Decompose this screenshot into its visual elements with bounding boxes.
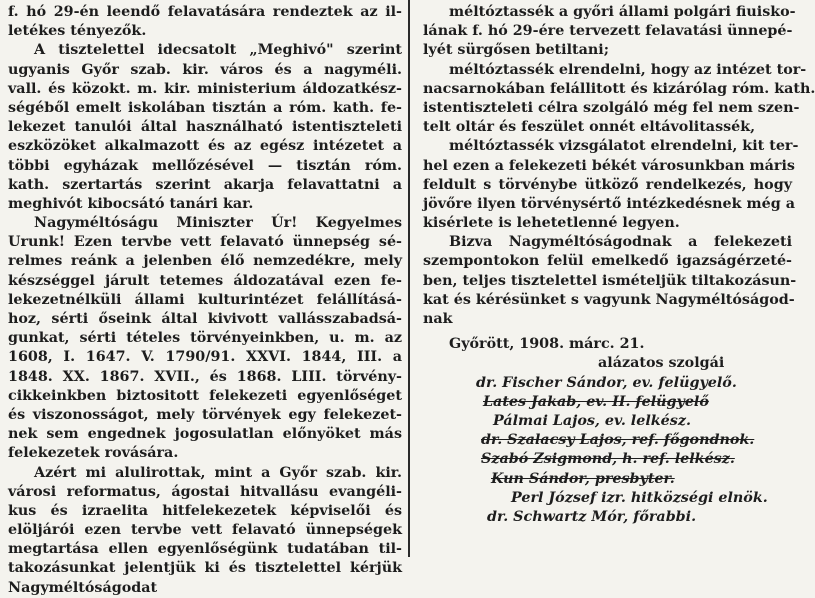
text-line: eszközöket alkalmazott és az egész intézetet a bbox=[8, 138, 402, 155]
text-line: f. hó 29-én leendő felavatására rendeztek az il- bbox=[8, 4, 402, 20]
text-line: Nagyméltóságu Miniszter Úr! Kegyelmes bbox=[34, 215, 402, 232]
text-line: készséggel járult tetemes áldozatával ezen fe- bbox=[8, 272, 402, 289]
text-line: Azért mi alulirottak, mint a Győr szab. kir. bbox=[34, 464, 402, 481]
text-line: meghivót kibocsátó tanári kar. bbox=[8, 195, 254, 212]
text-line: ugyanis Győr szab. kir. város és a nagyméli. bbox=[8, 61, 402, 78]
text-line: hel ezen a felekezeti békét városunkban máris bbox=[423, 157, 795, 174]
text-line: nacsarnokában felállitott és kizárólag róm. kath. bbox=[423, 80, 815, 97]
right-column bbox=[411, 0, 815, 557]
signature-line: dr. Fischer Sándor, ev. felügyelő. bbox=[476, 374, 737, 391]
text-line: kisérlete is lehetetlenné legyen. bbox=[423, 215, 680, 232]
signature-line: Lates Jakab, ev. II. felügyelő bbox=[483, 393, 709, 410]
text-line: lekezetnélküli állami kulturintézet felállításá- bbox=[8, 291, 402, 308]
text-line: relmes reánk a jelenben élő nemzedékre, mely bbox=[8, 253, 402, 270]
text-line: méltóztassék vizsgálatot elrendelni, kit ter- bbox=[449, 138, 799, 155]
text-line: telt oltár és feszület onnét eltávolitassék, bbox=[423, 119, 756, 136]
text-line: városi reformatus, ágostai hitvallásu evangéli- bbox=[8, 483, 402, 500]
text-line: lyét sürgősen betiltani; bbox=[423, 42, 609, 59]
text-line: lekezet tanulói által használható istentiszteleti bbox=[8, 119, 402, 136]
signature-line: dr. Schwartz Mór, főrabbi. bbox=[487, 508, 697, 525]
left-column bbox=[0, 0, 408, 596]
text-line: méltóztassék elrendelni, hogy az intézet tor- bbox=[449, 61, 807, 78]
text-line: vall. és közokt. m. kir. ministerium áldozatkész- bbox=[8, 80, 402, 97]
text-line: megtartása ellen egyenlőségünk tudatában til- bbox=[8, 541, 402, 558]
text-line: ségéből emelt iskolában tisztán a róm. kath. fe- bbox=[8, 99, 402, 116]
signature-line: Pálmai Lajos, ev. lelkész. bbox=[493, 412, 691, 429]
signature-line: Kun Sándor, presbyter. bbox=[491, 470, 675, 487]
text-line: 1848. XX. 1867. XVII., és 1868. LIII. törvény- bbox=[8, 368, 402, 385]
text-line: lának f. hó 29-ére tervezett felavatási ünnepé- bbox=[423, 23, 793, 40]
text-line: többi egyházak mellőzésével — tisztán róm. bbox=[8, 157, 402, 174]
text-line: kat és kérésünket s vagyunk Nagyméltóságod- bbox=[423, 291, 795, 308]
text-line: hoz, sérti őseink által kivivott vallásszabadsá- bbox=[8, 311, 402, 327]
text-line: takozásunkat jelentjük ki és tisztelettel kérjük bbox=[8, 560, 402, 577]
text-line: és viszonosságot, mely törvények egy felekezet- bbox=[8, 406, 402, 423]
text-line: feldult s törvénybe ütköző rendelkezés, hogy bbox=[423, 176, 792, 193]
text-line: gunkat, sérti tételes törvényeinkben, u. m. az bbox=[8, 330, 402, 347]
text-line: ben, teljes tisztelettel ismételjük tiltakozásun- bbox=[423, 272, 797, 289]
text-line: szempontokon felül emelkedő igazságérzeté- bbox=[423, 253, 792, 270]
signature-list bbox=[423, 374, 792, 528]
text-line: nek sem engednek jogosulatlan előnyöket más bbox=[8, 426, 402, 443]
text-line: letékes tényezők. bbox=[8, 23, 147, 40]
text-line: elöljárói ezen tervbe vett felavató ünnepségek bbox=[8, 522, 402, 539]
text-line: kus és izraelita hitfelekezetek képviselői és bbox=[8, 502, 402, 519]
text-line: jövőre ilyen törvénysértő intézkedésnek még a bbox=[423, 195, 795, 212]
text-line: 1608, I. 1647. V. 1790/91. XXVI. 1844, III. a bbox=[8, 349, 402, 366]
text-line: A tisztelettel idecsatolt „Meghivó" szerint bbox=[34, 42, 402, 59]
letter-closing: alázatos szolgái bbox=[598, 355, 725, 372]
signature-line: Perl József izr. hitközségi elnök. bbox=[511, 489, 768, 506]
column-divider bbox=[408, 0, 410, 557]
signature-line: dr. Szalacsy Lajos, ref. főgondnok. bbox=[481, 432, 755, 449]
text-line: cikkeinkben biztositott felekezeti egyenlőséget bbox=[8, 387, 402, 404]
letter-date: Győrött, 1908. márc. 21. bbox=[449, 336, 645, 353]
text-line: nak bbox=[423, 311, 453, 327]
text-line: méltóztassék a győri állami polgári fiuisko- bbox=[449, 4, 796, 20]
right-column-body bbox=[423, 3, 815, 329]
text-line: Nagyméltóságodat bbox=[8, 579, 158, 596]
signature-line: Szabó Zsigmond, h. ref. lelkész. bbox=[481, 451, 735, 468]
text-line: kath. szertartás szerint akarja felavattatni a bbox=[8, 176, 402, 193]
text-line: felekezetek rovására. bbox=[8, 445, 179, 462]
text-line: Urunk! Ezen tervbe vett felavató ünnepség sé- bbox=[8, 234, 402, 251]
text-line: istentiszteleti célra szolgáló még fel nem szen- bbox=[423, 99, 800, 116]
text-line: Bizva Nagyméltóságodnak a felekezeti bbox=[449, 234, 792, 251]
